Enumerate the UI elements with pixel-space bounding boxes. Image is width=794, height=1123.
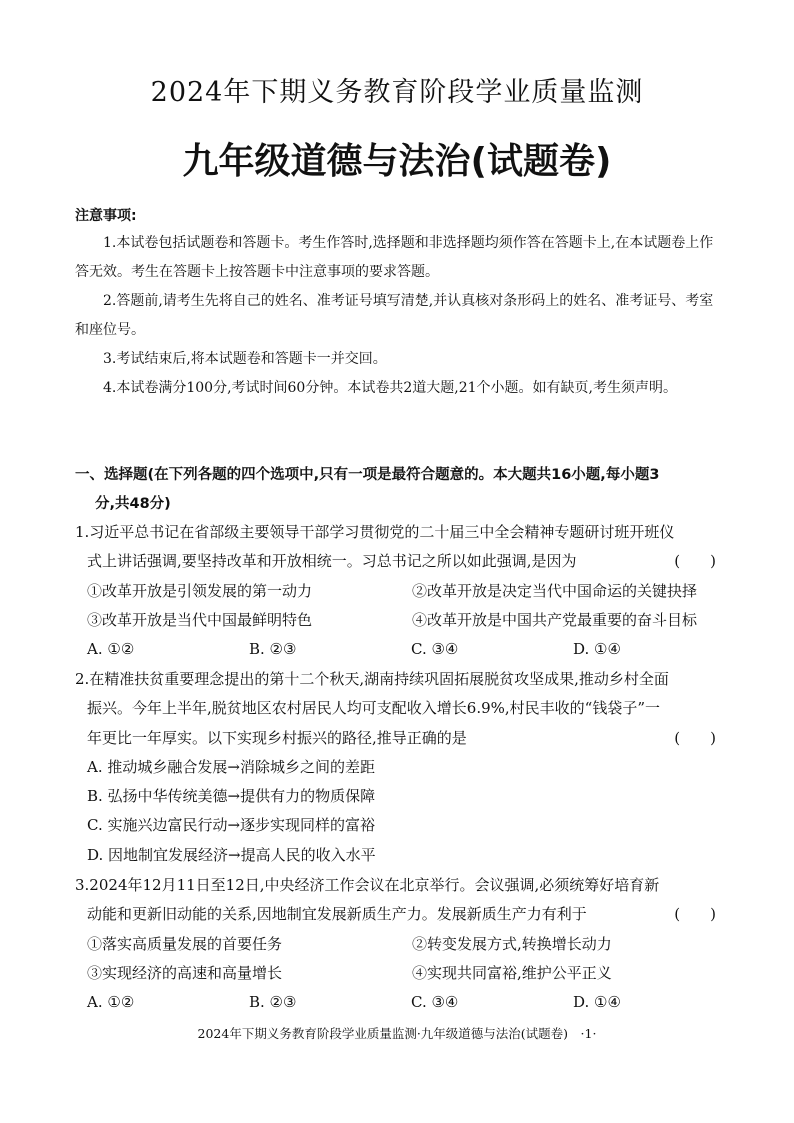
answer-bracket: ( )	[674, 552, 716, 571]
question-3-item-3: ③实现经济的高速和高量增长	[87, 963, 283, 982]
question-3-items-row2	[75, 959, 730, 988]
section-heading	[75, 461, 730, 519]
question-3-item-2: ②转变发展方式,转换增长动力	[412, 934, 612, 953]
question-1-items-row2	[75, 606, 730, 635]
question-1-choice-d: D. ①④	[573, 640, 621, 659]
notice-item-4: 4.本试卷满分100分,考试时间60分钟。本试卷共2道大题,21个小题。如有缺页,考生须声明。	[103, 380, 677, 396]
question-1	[75, 518, 730, 664]
question-2-stem-text: 年更比一年厚实。以下实现乡村振兴的路径,推导正确的是	[87, 728, 467, 747]
question-1-stem-line1: 1.习近平总书记在省部级主要领导干部学习贯彻党的二十届三中全会精神专题研讨班开班仪	[75, 523, 675, 541]
question-2-choice-a: A. 推动城乡融合发展→消除城乡之间的差距	[87, 757, 375, 776]
question-3	[75, 871, 730, 1017]
question-3-items-row1	[75, 930, 730, 959]
question-1-items-row1	[75, 577, 730, 606]
question-2-choice-d: D. 因地制宜发展经济→提高人民的收入水平	[87, 845, 376, 864]
notice-item-3: 3.考试结束后,将本试题卷和答题卡一并交回。	[103, 351, 387, 367]
question-2-stem-line1: 2.在精准扶贫重要理念提出的第十二个秋天,湖南持续巩固拓展脱贫攻坚成果,推动乡村全面	[75, 670, 669, 688]
question-1-choice-b: B. ②③	[249, 640, 297, 659]
question-3-choice-a: A. ①②	[87, 993, 135, 1012]
question-1-item-2: ②改革开放是决定当代中国命运的关键抉择	[412, 581, 698, 600]
question-3-choice-c: C. ③④	[411, 993, 459, 1012]
answer-bracket: ( )	[674, 728, 716, 747]
notice-list	[75, 229, 725, 403]
question-2-choice-c: C. 实施兴边富民行动→逐步实现同样的富裕	[87, 816, 376, 835]
question-1-choice-c: C. ③④	[411, 640, 459, 659]
section-heading-line2: 分,共48分)	[95, 496, 171, 512]
exam-subtitle: 九年级道德与法治(试题卷)	[182, 141, 612, 182]
question-1-stem-text: 式上讲话强调,要坚持改革和开放相统一。习总书记之所以如此强调,是因为	[87, 552, 577, 571]
notice-heading: 注意事项:	[75, 208, 137, 224]
question-3-stem-line1: 3.2024年12月11日至12日,中央经济工作会议在北京举行。会议强调,必须统筹好培育新	[75, 876, 660, 894]
question-3-item-1: ①落实高质量发展的首要任务	[87, 934, 283, 953]
notice-item-1: 1.本试卷包括试题卷和答题卡。考生作答时,选择题和非选择题均须作答在答题卡上,在本试题卷上作答无效。考生在答题卡上按答题卡中注意事项的要求答题。	[75, 235, 714, 280]
question-3-choice-d: D. ①④	[573, 993, 621, 1012]
question-3-stem-text: 动能和更新旧动能的关系,因地制宜发展新质生产力。发展新质生产力有利于	[87, 905, 587, 924]
question-1-stem-line2	[75, 547, 730, 576]
question-2	[75, 665, 730, 870]
question-3-choice-b: B. ②③	[249, 993, 297, 1012]
question-1-choice-a: A. ①②	[87, 640, 135, 659]
answer-bracket: ( )	[674, 905, 716, 924]
question-1-item-1: ①改革开放是引领发展的第一动力	[87, 581, 313, 600]
question-1-item-3: ③改革开放是当代中国最鲜明特色	[87, 610, 313, 629]
question-2-choice-b: B. 弘扬中华传统美德→提供有力的物质保障	[87, 787, 376, 806]
question-3-item-4: ④实现共同富裕,维护公平正义	[412, 963, 612, 982]
page-footer: 2024年下期义务教育阶段学业质量监测·九年级道德与法治(试题卷) ·1·	[197, 1026, 597, 1041]
exam-title: 2024年下期义务教育阶段学业质量监测	[150, 77, 644, 108]
question-2-stem-line3	[75, 724, 730, 753]
question-1-choices	[75, 635, 730, 664]
notice-item-2: 2.答题前,请考生先将自己的姓名、准考证号填写清楚,并认真核对条形码上的姓名、准考证号、考室和座位号。	[75, 293, 714, 338]
question-3-choices	[75, 988, 730, 1017]
section-heading-line1: 一、选择题(在下列各题的四个选项中,只有一项是最符合题意的。本大题共16小题,每小题3	[75, 467, 660, 483]
question-2-stem-line2: 振兴。今年上半年,脱贫地区农村居民人均可支配收入增长6.9%,村民丰收的“钱袋子”一	[87, 699, 660, 718]
question-1-item-4: ④改革开放是中国共产党最重要的奋斗目标	[412, 610, 698, 629]
question-3-stem-line2	[75, 900, 730, 929]
